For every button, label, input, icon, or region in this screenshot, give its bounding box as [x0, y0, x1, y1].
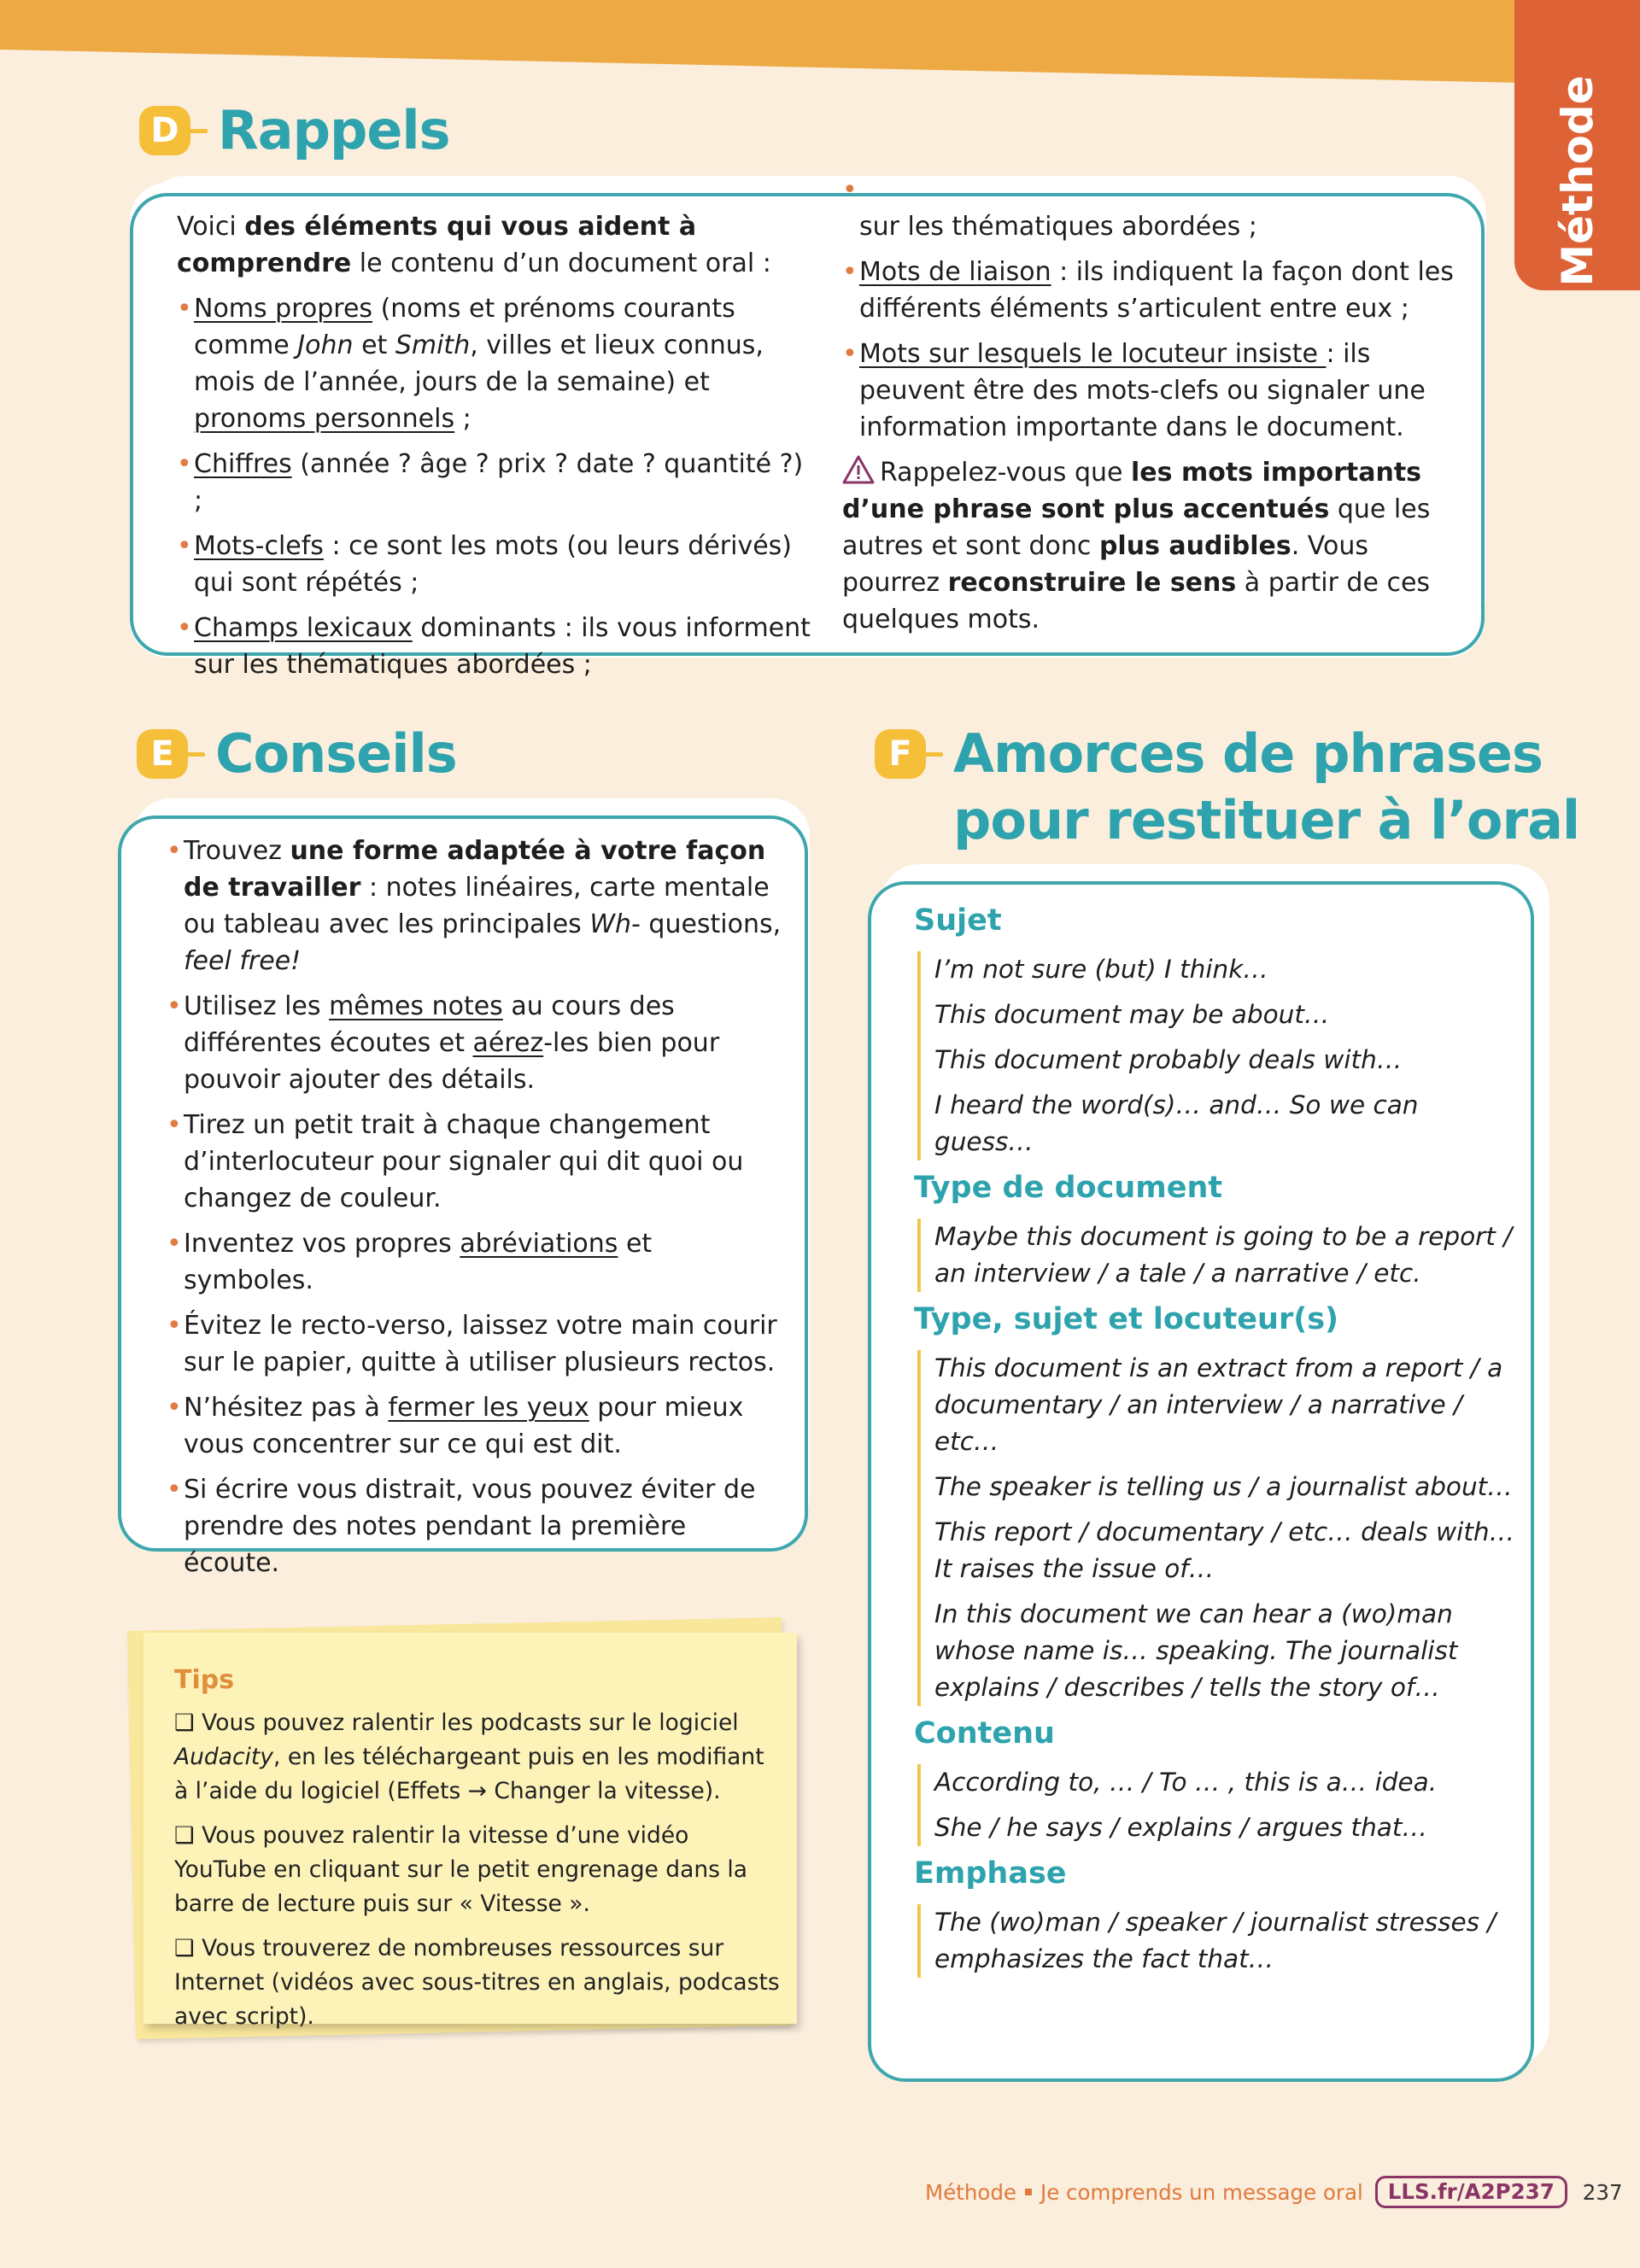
rappels-card [130, 179, 1486, 680]
section-e-title: Conseils [215, 722, 457, 785]
group-heading-emphase: Emphase [914, 1856, 1067, 1891]
phrase-line: In this document we can hear a (wo)man whose name is… speaking. The journalist explains / describes / tells the story of… [934, 1599, 1458, 1702]
footer-resource-link[interactable]: LLS.fr/A2P237 [1375, 2176, 1567, 2208]
phrase-line: This document may be about… [934, 1000, 1330, 1029]
list-item: • Tirez un petit trait à chaque changement d’interlocuteur pour signaler qui dit quoi ou changez de couleur. [167, 1107, 782, 1217]
section-f-header [875, 722, 1580, 854]
tip-item: ❑ Vous trouverez de nombreuses ressources sur Internet (vidéos avec sous-titres en anglais, podcasts avec script). [174, 1935, 780, 2030]
quote-block-contenu [917, 1764, 1520, 1846]
amorces-card [868, 864, 1549, 2084]
section-d-title: Rappels [218, 99, 450, 161]
list-item: • Champs lexicaux dominants : ils vous informent sur les thématiques abordées ; [177, 610, 817, 646]
list-item: • Noms propres (noms et prénoms courants comme John et Smith, villes et lieux connus, mois de l’année, jours de la semaine) et pronoms personnels ; [177, 290, 817, 437]
footer-subtitle: Je comprends un message oral [1040, 2179, 1363, 2205]
section-e-badge: E [137, 729, 188, 779]
list-item: • Mots-clefs : ce sont les mots (ou leurs dérivés) qui sont répétés ; [177, 528, 817, 601]
phrase-line: According to, … / To … , this is a… idea. [934, 1768, 1438, 1797]
list-item: • Évitez le recto-verso, laissez votre main courir sur le papier, quitte à utiliser plusieurs rectos. [167, 1307, 782, 1381]
quote-block-sujet [917, 951, 1520, 1160]
rappels-intro: Voici des éléments qui vous aident à comprendre le contenu d’un document oral : [177, 212, 771, 278]
tips-title: Tips [174, 1665, 235, 1695]
page-footer [925, 2175, 1623, 2209]
warning-note: Rappelez-vous que les mots importants d’une phrase sont plus accentués que les autres et sont donc plus audibles. Vous pourrez reconstruire le sens à partir de ces quelques mots. [842, 454, 1466, 638]
quote-block-type-sujet-locuteur [917, 1350, 1520, 1706]
group-heading-sujet: Sujet [914, 903, 1002, 938]
conseils-list [167, 833, 782, 1590]
group-heading-type: Type de document [914, 1171, 1223, 1205]
section-d-header [139, 99, 450, 164]
side-tab-methode [1514, 0, 1640, 290]
quote-block-emphase [917, 1904, 1520, 1978]
phrase-line: The speaker is telling us / a journalist about… [934, 1472, 1513, 1501]
amorces-content [914, 902, 1520, 1986]
footer-section: Méthode [925, 2179, 1016, 2205]
section-d-badge: D [139, 106, 190, 155]
page-number: 237 [1582, 2179, 1623, 2205]
phrase-line: She / he says / explains / argues that… [934, 1813, 1427, 1842]
list-item: • Mots de liaison : ils indiquent la façon dont les différents éléments s’articulent entre eux ; [842, 254, 1466, 327]
footer-separator [1025, 2189, 1032, 2195]
quote-block-type [917, 1219, 1520, 1292]
conseils-card [118, 798, 810, 1578]
rappels-col-left [177, 208, 817, 680]
phrase-line: Maybe this document is going to be a report / an interview / a tale / a narrative / etc. [934, 1222, 1513, 1288]
tip-item: ❑ Vous pouvez ralentir les podcasts sur le logiciel Audacity, en les téléchargeant puis en les modifiant à l’aide du logiciel (Effets → Changer la vitesse). [174, 1710, 764, 1804]
list-item-continued: • sur les thématiques abordées ; [842, 172, 1466, 245]
phrase-line: I heard the word(s)… and… So we can guess… [934, 1090, 1419, 1156]
list-item: • Chiffres (année ? âge ? prix ? date ? quantité ?) ; [177, 446, 817, 519]
list-item: • Trouvez une forme adaptée à votre façon de travailler : notes linéaires, carte mentale ou tableau avec les principales Wh- questions, feel free! [167, 833, 782, 979]
tips-note [144, 1633, 797, 2030]
tip-item: ❑ Vous pouvez ralentir la vitesse d’une vidéo YouTube en cliquant sur le petit engrenage dans la barre de lecture puis sur « Vitesse ». [174, 1822, 747, 1917]
phrase-line: This document probably deals with… [934, 1045, 1403, 1074]
side-tab-label: Méthode [1552, 75, 1602, 287]
section-f-title: Amorces de phrases pour restituer à l’oral [953, 722, 1580, 851]
phrase-line: This report / documentary / etc… deals with… It raises the issue of… [934, 1517, 1515, 1583]
rappels-col-right [842, 208, 1466, 638]
list-item: • Inventez vos propres abréviations et symboles. [167, 1225, 782, 1299]
list-item: • Utilisez les mêmes notes au cours des différentes écoutes et aérez-les bien pour pouvoir ajouter des détails. [167, 988, 782, 1098]
section-e-header [137, 722, 457, 787]
warning-icon [842, 455, 875, 484]
list-item: • N’hésitez pas à fermer les yeux pour mieux vous concentrer sur ce qui est dit. [167, 1389, 782, 1463]
section-f-badge: F [875, 729, 926, 779]
phrase-line: The (wo)man / speaker / journalist stresses / emphasizes the fact that… [934, 1908, 1496, 1973]
group-heading-contenu: Contenu [914, 1716, 1055, 1751]
group-heading-type-sujet-locuteur: Type, sujet et locuteur(s) [914, 1302, 1339, 1336]
phrase-line: I’m not sure (but) I think… [934, 955, 1268, 984]
phrase-line: This document is an extract from a report / a documentary / an interview / a narrative / etc… [934, 1353, 1503, 1456]
list-item: • Mots sur lesquels le locuteur insiste : ils peuvent être des mots-clefs ou signaler une information importante dans le document. [842, 336, 1466, 446]
top-decorative-band [0, 0, 1640, 85]
list-item: • Si écrire vous distrait, vous pouvez éviter de prendre des notes pendant la première écoute. [167, 1471, 782, 1581]
